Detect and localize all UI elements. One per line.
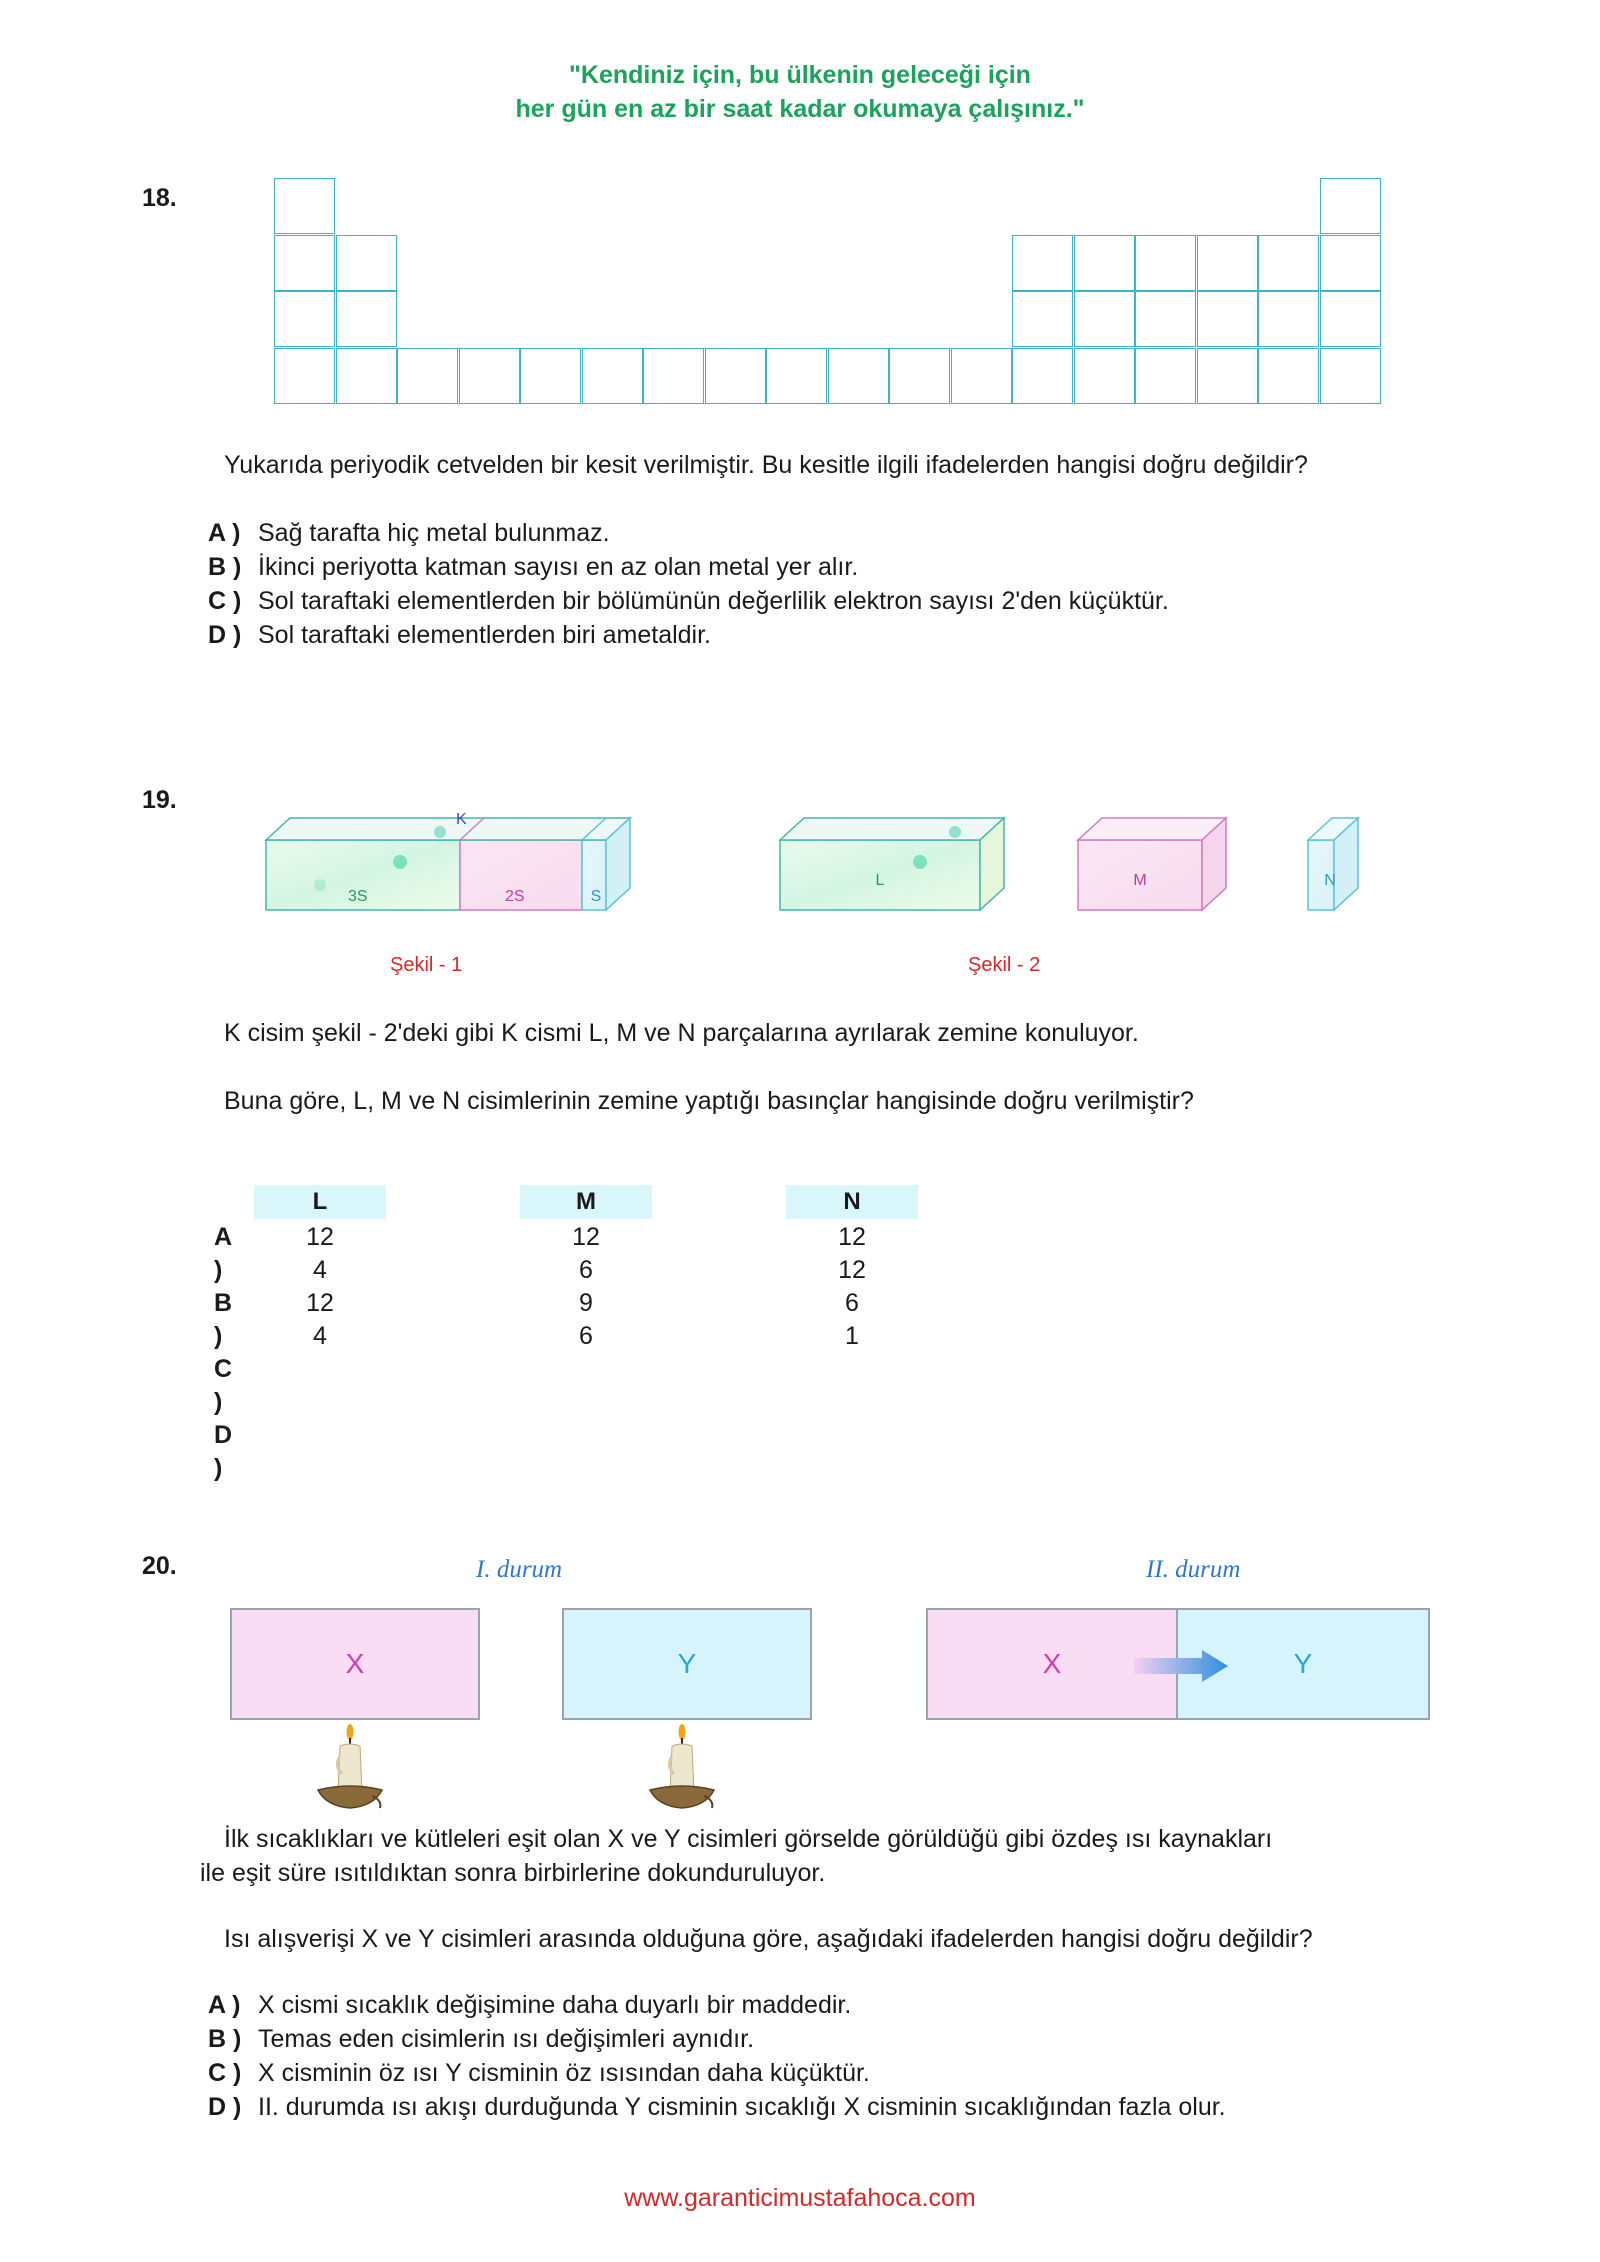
label-k: K — [456, 811, 467, 828]
option-text: Sol taraftaki elementlerden biri ametaldir. — [258, 621, 712, 649]
prism-figures — [260, 810, 1390, 920]
question-18-stem: Yukarıda periyodik cetvelden bir kesit verilmiştir. Bu kesitle ilgili ifadelerden hangisi doğru değildir? — [224, 451, 1308, 479]
periodic-table-cell — [1074, 291, 1135, 347]
periodic-table-cell — [1197, 291, 1258, 347]
question-20-number: 20. — [142, 1552, 177, 1580]
periodic-table-section — [274, 178, 1320, 406]
periodic-table-cell — [1197, 235, 1258, 291]
table-cell: 9 — [579, 1289, 593, 1317]
question-18-options — [208, 516, 1169, 652]
block-y-label: Y — [677, 1648, 697, 1679]
durum-2-label: II. durum — [1146, 1556, 1241, 1583]
table-cell: 12 — [306, 1289, 334, 1317]
periodic-table-cell — [766, 348, 827, 404]
table-cell: 12 — [838, 1256, 866, 1284]
option-text: Sağ tarafta hiç metal bulunmaz. — [258, 519, 610, 547]
option-a[interactable] — [208, 1988, 1226, 2022]
option-b[interactable] — [208, 550, 1169, 584]
question-19-stem-2: Buna göre, L, M ve N cisimlerinin zemine yaptığı basınçlar hangisinde doğru verilmiştir? — [224, 1087, 1194, 1115]
option-text: Temas eden cisimlerin ısı değişimleri aynıdır. — [258, 2025, 755, 2053]
label-3s: 3S — [348, 888, 368, 905]
periodic-table-cell — [336, 348, 397, 404]
periodic-table-cell — [1074, 348, 1135, 404]
table-header-m: M — [520, 1185, 652, 1219]
option-letter: D ) — [208, 2093, 242, 2121]
option-text: Sol taraftaki elementlerden bir bölümünün değerlilik elektron sayısı 2'den küçüktür. — [258, 587, 1169, 615]
periodic-table-cell — [1258, 291, 1319, 347]
periodic-table-cell — [274, 235, 335, 291]
option-d[interactable] — [208, 2090, 1226, 2124]
option-text: X cisminin öz ısı Y cisminin öz ısısından daha küçüktür. — [258, 2059, 870, 2087]
candle-heat-source-icon — [314, 1722, 386, 1814]
periodic-table-cell — [951, 348, 1012, 404]
label-s: S — [590, 888, 602, 905]
periodic-table-cell — [1135, 348, 1196, 404]
periodic-table-cell — [1012, 235, 1073, 291]
table-cell: 6 — [845, 1289, 859, 1317]
periodic-table-cell — [1197, 348, 1258, 404]
question-20-stem-2: Isı alışverişi X ve Y cisimleri arasında olduğuna göre, aşağıdaki ifadelerden hangisi doğru değildir? — [224, 1925, 1313, 1953]
question-20-stem-1b: ile eşit süre ısıtıldıktan sonra birbirlerine dokunduruluyor. — [200, 1859, 826, 1887]
option-letter: C ) — [208, 2059, 242, 2087]
option-d[interactable] — [208, 618, 1169, 652]
option-a[interactable] — [208, 516, 1169, 550]
table-cell: 1 — [845, 1322, 859, 1350]
table-header-l: L — [254, 1185, 386, 1219]
table-cell: 4 — [313, 1322, 327, 1350]
table-header-n: N — [786, 1185, 918, 1219]
question-19-number: 19. — [142, 786, 177, 814]
periodic-table-cell — [889, 348, 950, 404]
periodic-table-cell — [1135, 235, 1196, 291]
label-2s: 2S — [505, 888, 525, 905]
periodic-table-cell — [459, 348, 520, 404]
periodic-table-cell — [520, 348, 581, 404]
periodic-table-cell — [828, 348, 889, 404]
durum-1-label: I. durum — [476, 1556, 563, 1583]
table-cell: 12 — [838, 1223, 866, 1251]
prism-m — [1078, 818, 1226, 910]
motto-header — [0, 58, 1600, 126]
table-column-l — [254, 1221, 386, 1353]
periodic-table-cell — [1320, 178, 1381, 234]
table-cell: 6 — [579, 1322, 593, 1350]
periodic-table-cell — [705, 348, 766, 404]
option-text: İkinci periyotta katman sayısı en az olan metal yer alır. — [258, 553, 859, 581]
block-y-state-1 — [562, 1608, 812, 1720]
periodic-table-cell — [274, 348, 335, 404]
figure-2-caption: Şekil - 2 — [968, 954, 1041, 976]
periodic-table-cell — [1258, 348, 1319, 404]
table-cell: 4 — [313, 1256, 327, 1284]
question-20-stem-1a: İlk sıcaklıkları ve kütleleri eşit olan X ve Y cisimleri görselde görüldüğü gibi özdeş ısı kaynakları — [224, 1825, 1273, 1853]
periodic-table-cell — [274, 291, 335, 347]
option-text: X cismi sıcaklık değişimine daha duyarlı bir maddedir. — [258, 1991, 852, 2019]
footer-website[interactable]: www.garanticimustafahoca.com — [624, 2184, 976, 2212]
periodic-table-cell — [274, 178, 335, 234]
option-b[interactable] — [208, 2022, 1226, 2056]
periodic-table-cell — [336, 235, 397, 291]
block-x-label: X — [345, 1648, 365, 1679]
option-letter: B ) — [208, 553, 242, 581]
option-c[interactable] — [208, 2056, 1226, 2090]
question-19-stem-1: K cisim şekil - 2'deki gibi K cismi L, M ve N parçalarına ayrılarak zemine konuluyor. — [224, 1019, 1139, 1047]
periodic-table-cell — [1012, 291, 1073, 347]
periodic-table-cell — [397, 348, 458, 404]
question-18-number: 18. — [142, 184, 177, 212]
table-cell: 12 — [306, 1223, 334, 1251]
block-y-label: Y — [1293, 1648, 1313, 1679]
label-m: M — [1133, 872, 1147, 889]
row-letter-b[interactable]: B ) — [214, 1289, 233, 1350]
table-column-n — [786, 1221, 918, 1353]
option-letter: B ) — [208, 2025, 242, 2053]
table-cell: 6 — [579, 1256, 593, 1284]
row-letter-c[interactable]: C ) — [214, 1355, 233, 1416]
table-column-m — [520, 1221, 652, 1353]
motto-line-1: "Kendiniz için, bu ülkenin geleceği için — [569, 61, 1031, 89]
option-letter: A ) — [208, 519, 241, 547]
periodic-table-cell — [1320, 235, 1381, 291]
option-letter: C ) — [208, 587, 242, 615]
block-x-label: X — [1042, 1648, 1062, 1679]
periodic-table-cell — [582, 348, 643, 404]
periodic-table-cell — [336, 291, 397, 347]
block-x-state-1 — [230, 1608, 480, 1720]
prism-k — [266, 811, 630, 910]
prism-n — [1308, 818, 1358, 910]
option-c[interactable] — [208, 584, 1169, 618]
question-20-options — [208, 1988, 1226, 2124]
candle-heat-source-icon — [646, 1722, 718, 1814]
row-letter-d[interactable]: D ) — [214, 1421, 233, 1482]
label-n: N — [1324, 872, 1336, 889]
label-l: L — [875, 872, 885, 889]
table-row-letters — [214, 1221, 232, 1485]
periodic-table-cell — [1012, 348, 1073, 404]
option-letter: D ) — [208, 621, 242, 649]
heat-flow-arrow-icon — [1132, 1648, 1232, 1684]
periodic-table-cell — [1074, 235, 1135, 291]
periodic-table-cell — [1135, 291, 1196, 347]
periodic-table-cell — [1320, 348, 1381, 404]
option-text: II. durumda ısı akışı durduğunda Y cisminin sıcaklığı X cisminin sıcaklığından fazla olur. — [258, 2093, 1226, 2121]
row-letter-a[interactable]: A ) — [214, 1223, 232, 1284]
figure-1-caption: Şekil - 1 — [390, 954, 463, 976]
table-cell: 12 — [572, 1223, 600, 1251]
periodic-table-cell — [1320, 291, 1381, 347]
periodic-table-cell — [643, 348, 704, 404]
periodic-table-cell — [1258, 235, 1319, 291]
option-letter: A ) — [208, 1991, 241, 2019]
prism-l — [780, 818, 1004, 910]
motto-line-2: her gün en az bir saat kadar okumaya çalışınız." — [515, 95, 1085, 123]
